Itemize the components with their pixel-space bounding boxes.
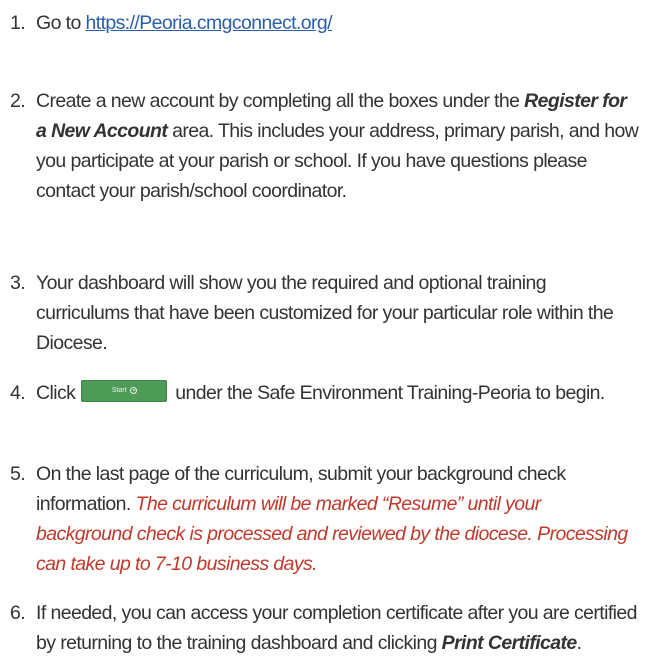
step-body: Your dashboard will show you the required and optional training curriculums that have been customized for your particular role within the Diocese. [36, 272, 614, 354]
start-button-content [81, 380, 167, 402]
step-number: 2. [10, 90, 26, 112]
step-number: 3. [10, 272, 26, 294]
play-circle-icon [130, 387, 137, 394]
step-emphasis: Register for a New Account [36, 90, 627, 142]
step-text: On the last page of the curriculum, submit your background check information. [36, 463, 566, 515]
step-text: Go to [36, 12, 86, 34]
step-text-after: under the Safe Environment Training-Peoria to begin. [175, 382, 605, 404]
step-body [36, 8, 640, 38]
step-number: 6. [10, 602, 26, 624]
step-note: The curriculum will be marked “Resume” until your background check is processed and reviewed by the diocese. Processing can take up to 7-10 business days. [36, 493, 628, 575]
step-5 [10, 459, 640, 579]
step-2 [10, 86, 640, 206]
step-number: 5. [10, 463, 26, 485]
step-emphasis: Print Certificate [441, 632, 577, 654]
start-button[interactable] [81, 380, 167, 402]
step-3 [10, 268, 640, 358]
step-text-after: area. This includes your address, primary parish, and how you participate at your parish or school. If you have questions please contact your parish/school coordinator. [36, 120, 639, 202]
cmgconnect-link[interactable]: https://Peoria.cmgconnect.org/ [85, 12, 332, 34]
step-number: 1. [10, 12, 26, 34]
step-text: Create a new account by completing all the boxes under the [36, 90, 525, 112]
step-4 [10, 378, 640, 408]
step-body [36, 598, 640, 658]
step-text: Click [36, 382, 76, 404]
step-text-after: . [576, 632, 582, 654]
step-body [36, 86, 640, 206]
step-body [36, 378, 640, 408]
start-button-label: Start [111, 387, 127, 395]
step-text: If needed, you can access your completion certificate after you are certified by returning to the training dashboard and clicking [36, 602, 637, 654]
step-number: 4. [10, 382, 26, 404]
step-1 [10, 8, 640, 38]
step-6 [10, 598, 640, 658]
step-body [36, 459, 640, 579]
